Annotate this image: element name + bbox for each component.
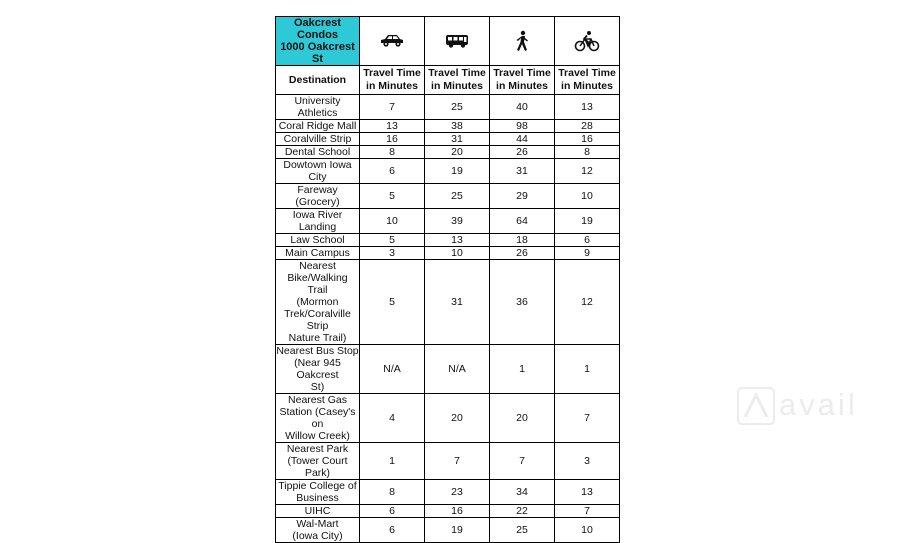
bike-time-cell: 28 (555, 120, 620, 133)
car-time-cell: 5 (360, 184, 425, 209)
car-time-cell: 6 (360, 518, 425, 543)
column-header-row (276, 66, 620, 95)
walk-time-cell: 26 (490, 146, 555, 159)
destination-cell: Dowtown Iowa City (276, 159, 360, 184)
bike-time-cell: 6 (555, 234, 620, 247)
bus-time-cell: 39 (425, 209, 490, 234)
table-row (276, 133, 620, 146)
car-time-cell: 8 (360, 480, 425, 505)
destination-cell: Nearest Bus Stop (Near 945 Oakcrest St) (276, 345, 359, 393)
property-title: Oakcrest Condos 1000 Oakcrest St (276, 17, 360, 66)
car-time-cell: 10 (360, 209, 425, 234)
walk-time-header: Travel Time in Minutes (490, 66, 555, 95)
destination-cell: Dental School (276, 146, 360, 159)
walk-time-cell: 34 (490, 480, 555, 505)
car-time-cell: 5 (360, 260, 425, 345)
bike-time-cell: 8 (555, 146, 620, 159)
car-icon-cell (360, 17, 425, 66)
car-time-cell: 6 (360, 159, 425, 184)
destination-cell: Tippie College of Business (276, 480, 360, 505)
bike-time-cell: 13 (555, 95, 620, 120)
bike-time-cell: 3 (555, 443, 620, 480)
table-row (276, 95, 620, 120)
bus-time-cell: 20 (425, 394, 490, 443)
bus-time-cell: 25 (425, 95, 490, 120)
table-row (276, 505, 620, 518)
bike-time-cell: 12 (555, 159, 620, 184)
table-row (276, 260, 620, 345)
destination-cell: Nearest Park (Tower Court Park) (276, 443, 360, 480)
travel-time-table (275, 16, 620, 543)
bus-time-cell: 31 (425, 133, 490, 146)
bus-time-cell: 19 (425, 159, 490, 184)
car-time-header: Travel Time in Minutes (360, 66, 425, 95)
car-time-cell: 5 (360, 234, 425, 247)
destination-cell: Law School (276, 234, 360, 247)
walk-time-cell: 18 (490, 234, 555, 247)
walk-time-cell: 98 (490, 120, 555, 133)
walk-time-cell: 26 (490, 247, 555, 260)
walking-icon-cell (490, 17, 555, 66)
table-row (276, 234, 620, 247)
table-row (276, 209, 620, 234)
walking-icon (512, 30, 532, 52)
destination-header: Destination (276, 66, 360, 95)
watermark-text: avail (779, 387, 858, 422)
walk-time-cell: 7 (490, 443, 555, 480)
avail-watermark (737, 385, 892, 425)
bike-time-cell: 1 (555, 345, 620, 394)
car-time-cell: 3 (360, 247, 425, 260)
bike-time-cell: 13 (555, 480, 620, 505)
bus-time-header: Travel Time in Minutes (425, 66, 490, 95)
bus-time-cell: 23 (425, 480, 490, 505)
bike-time-cell: 12 (555, 260, 620, 345)
walk-time-cell: 1 (490, 345, 555, 394)
walk-time-cell: 20 (490, 394, 555, 443)
table-row (276, 394, 620, 443)
bike-time-cell: 16 (555, 133, 620, 146)
table-row (276, 120, 620, 133)
table-row (276, 184, 620, 209)
walk-time-cell: 40 (490, 95, 555, 120)
destination-cell: Nearest Bike/Walking Trail (Mormon Trek/Coralville Strip Nature Trail) (276, 260, 360, 345)
bicycle-icon (574, 30, 600, 52)
walk-time-cell: 36 (490, 260, 555, 345)
car-time-cell: 16 (360, 133, 425, 146)
bus-time-cell: 13 (425, 234, 490, 247)
bike-time-cell: 10 (555, 518, 620, 543)
bike-time-cell: 19 (555, 209, 620, 234)
destination-cell: Coral Ridge Mall (276, 120, 360, 133)
car-time-cell: 7 (360, 95, 425, 120)
bus-time-cell: 10 (425, 247, 490, 260)
avail-logo-icon (737, 387, 775, 425)
destination-cell: Wal-Mart (Iowa City) (276, 518, 360, 543)
car-icon (379, 33, 405, 49)
bike-time-cell: 7 (555, 505, 620, 518)
table-row (276, 247, 620, 260)
destination-cell: UIHC (276, 505, 360, 518)
table-row (276, 480, 620, 505)
bus-icon (444, 33, 470, 49)
walk-time-cell: 44 (490, 133, 555, 146)
walk-time-cell: 31 (490, 159, 555, 184)
destination-cell: Nearest Gas Station (Casey's on Willow Creek) (276, 394, 360, 443)
bus-time-cell: 25 (425, 184, 490, 209)
destination-cell: Fareway (Grocery) (276, 184, 360, 209)
car-time-cell: 13 (360, 120, 425, 133)
bus-time-cell: 38 (425, 120, 490, 133)
bus-time-cell: 19 (425, 518, 490, 543)
icon-header-row (276, 17, 620, 66)
bus-time-cell: 16 (425, 505, 490, 518)
bicycle-icon-cell (555, 17, 620, 66)
table-row (276, 159, 620, 184)
car-time-cell: 8 (360, 146, 425, 159)
bus-time-cell: N/A (425, 345, 490, 394)
bike-time-cell: 10 (555, 184, 620, 209)
table-row (276, 146, 620, 159)
walk-time-cell: 29 (490, 184, 555, 209)
walk-time-cell: 64 (490, 209, 555, 234)
destination-cell: University Athletics (276, 95, 360, 120)
bus-time-cell: 31 (425, 260, 490, 345)
bus-icon-cell (425, 17, 490, 66)
table-row (276, 518, 620, 543)
car-time-cell: 4 (360, 394, 425, 443)
bike-time-cell: 9 (555, 247, 620, 260)
car-time-cell: 6 (360, 505, 425, 518)
bus-time-cell: 7 (425, 443, 490, 480)
walk-time-cell: 25 (490, 518, 555, 543)
destination-cell: Coralville Strip (276, 133, 360, 146)
car-time-cell: N/A (360, 345, 425, 394)
table-row (276, 443, 620, 480)
bike-time-header: Travel Time in Minutes (555, 66, 620, 95)
walk-time-cell: 22 (490, 505, 555, 518)
destination-cell: Iowa River Landing (276, 209, 360, 234)
table-row (276, 345, 620, 394)
destination-cell: Main Campus (276, 247, 360, 260)
car-time-cell: 1 (360, 443, 425, 480)
bike-time-cell: 7 (555, 394, 620, 443)
bus-time-cell: 20 (425, 146, 490, 159)
